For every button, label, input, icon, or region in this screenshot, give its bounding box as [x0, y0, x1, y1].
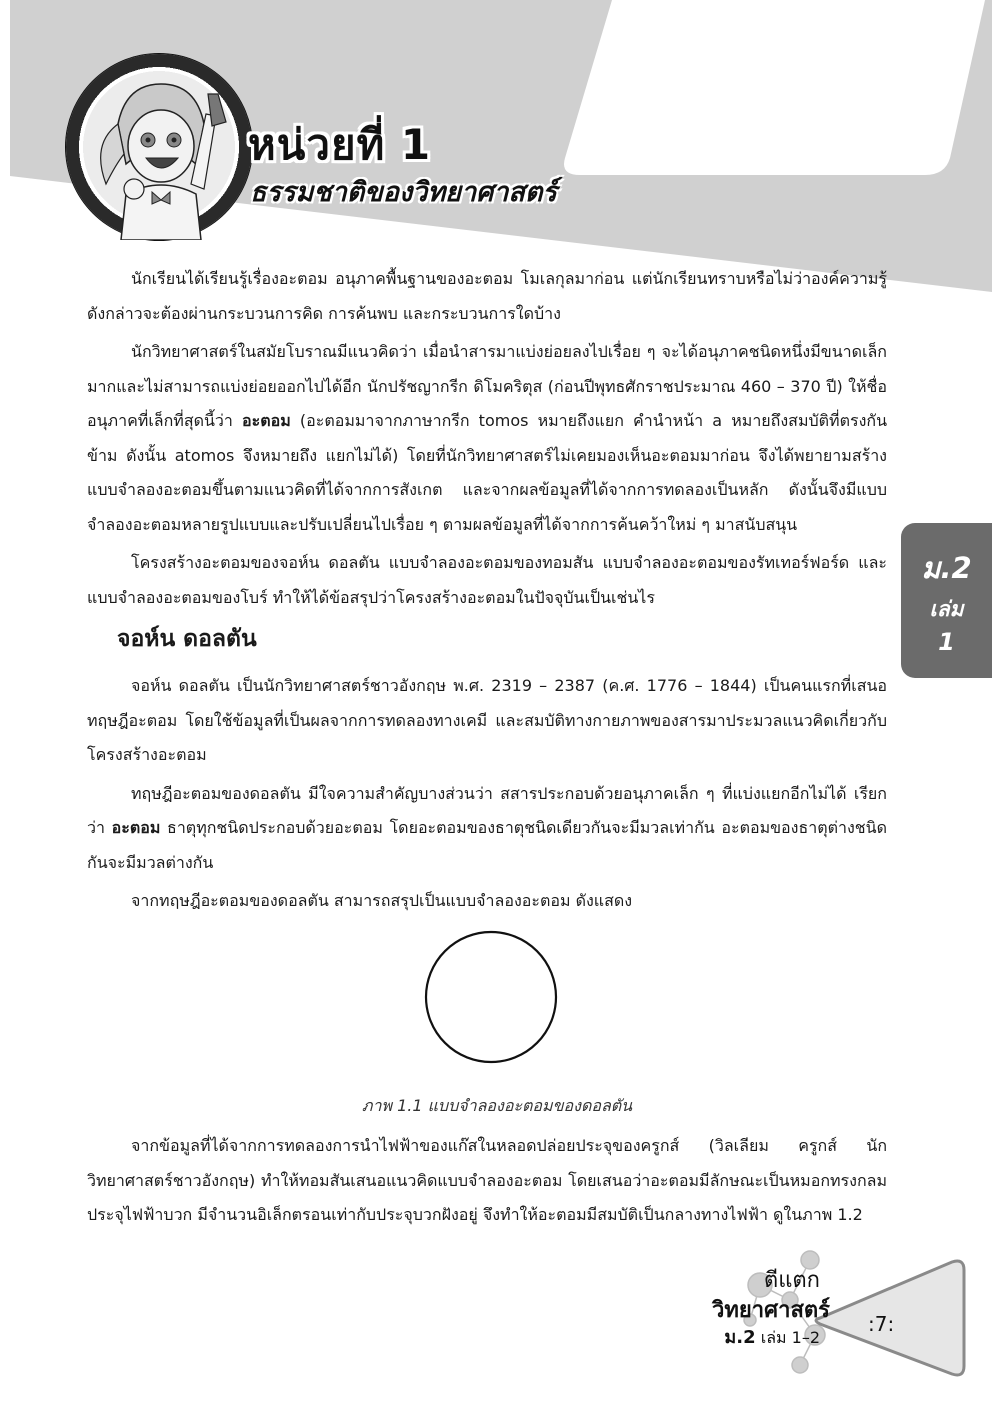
brand-top-text: ตีแตก: [763, 1268, 820, 1293]
models-paragraph: โครงสร้างอะตอมของจอห์น ดอลตัน แบบจำลองอะตอมของทอมสัน แบบจำลองอะตอมของรัทเทอร์ฟอร์ด และแบบจำลองอะตอมของโบร์ ทำให้ได้ข้อสรุปว่าโครงสร้างอะตอมในปัจจุบันเป็นเช่นไร: [87, 553, 887, 607]
dalton-atom-figure: [87, 923, 887, 1089]
figure-caption: ภาพ 1.1 แบบจำลองอะตอมของดอลตัน: [361, 1095, 633, 1115]
cartoon-girl-icon: [66, 54, 252, 240]
page-content: [87, 262, 887, 1237]
unit-subtitle: ธรรมชาติของวิทยาศาสตร์: [250, 177, 557, 208]
volume-label: เล่ม: [929, 597, 964, 621]
footer-branding: [640, 1240, 980, 1390]
brand-main-text: วิทยาศาสตร์: [712, 1298, 830, 1323]
scientist-girl-illustration: [66, 54, 252, 240]
dalton-bio-paragraph: จอห์น ดอลตัน เป็นนักวิทยาศาสตร์ชาวอังกฤษ พ.ศ. 2319 – 2387 (ค.ศ. 1776 – 1844) เป็นคนแรกที่เสนอทฤษฎีอะตอม โดยใช้ข้อมูลที่เป็นผลจากการทดลองทางเคมี และสมบัติทางกายภาพของสารมาประมวลแนวคิดเกี่ยวกับโครงสร้างอะตอม: [87, 676, 887, 764]
unit-title: หน่วยที่ 1: [248, 120, 432, 169]
section-heading-dalton: จอห์น ดอลตัน: [117, 626, 257, 652]
grade-volume-tab: [901, 523, 992, 678]
keyword-atom: อะตอม: [111, 818, 161, 837]
summary-paragraph: จากทฤษฎีอะตอมของดอลตัน สามารถสรุปเป็นแบบจำลองอะตอม ดังแสดง: [131, 891, 633, 910]
thomson-paragraph: จากข้อมูลที่ได้จากการทดลองการนำไฟฟ้าของแก๊สในหลอดปล่อยประจุของครูกส์ (วิลเลียม ครูกส์ นักวิทยาศาสตร์ชาวอังกฤษ) ทำให้ทอมสันเสนอแนวคิดแบบจำลองอะตอม โดยเสนอว่าอะตอมมีลักษณะเป็นหมอกทรงกลมประจุไฟฟ้าบวก มีจำนวนอิเล็กตรอนเท่ากับประจุบวกฝังอยู่ จึงทำให้อะตอมมีสมบัติเป็นกลางทางไฟฟ้า ดูในภาพ 1.2: [87, 1136, 887, 1224]
dalton-theory-paragraph: ทฤษฎีอะตอมของดอลตัน มีใจความสำคัญบางส่วนว่า สสารประกอบด้วยอนุภาคเล็ก ๆ ที่แบ่งแยกอีกไม่ได้ เรียกว่า อะตอม ธาตุทุกชนิดประกอบด้วยอะตอม โดยอะตอมของธาตุชนิดเดียวกันจะมีมวลเท่ากัน อะตอมของธาตุต่างชนิดกันจะมีมวลต่างกัน: [87, 783, 887, 872]
intro-paragraph: นักเรียนได้เรียนรู้เรื่องอะตอม อนุภาคพื้นฐานของอะตอม โมเลกุลมาก่อน แต่นักเรียนทราบหรือไม่ว่าองค์ความรู้ดังกล่าวจะต้องผ่านกระบวนการคิด การค้นพบ และกระบวนการใดบ้าง: [87, 269, 887, 323]
volume-number: 1: [938, 628, 955, 656]
solid-sphere-icon: [423, 929, 559, 1065]
page-number: :7:: [868, 1312, 895, 1336]
ancient-atom-paragraph: นักวิทยาศาสตร์ในสมัยโบราณมีแนวคิดว่า เมื่อนำสารมาแบ่งย่อยลงไปเรื่อย ๆ จะได้อนุภาคชนิดหนึ่งมีขนาดเล็กมากและไม่สามารถแบ่งย่อยออกไปได้อีก นักปรัชญากรีก ดิโมคริตุส (ก่อนปีพุทธศักราชประมาณ 460 – 370 ปี) ให้ชื่ออนุภาคที่เล็กที่สุดนี้ว่า อะตอม (อะตอมมาจากภาษากรีก tomos หมายถึงแยก คำนำหน้า a หมายถึงสมบัติที่ตรงกันข้าม ดังนั้น atomos จึงหมายถึง แยกไม่ได้) โดยที่นักวิทยาศาสตร์ไม่เคยมองเห็นอะตอมมาก่อน จึงได้พยายามสร้างแบบจำลองอะตอมขึ้นตามแนวคิดที่ได้จากการสังเกต และจากผลข้อมูลที่ได้จากการทดลองเป็นหลัก ดังนั้นจึงมีแบบจำลองอะตอมหลายรูปแบบและปรับเปลี่ยนไปเรื่อย ๆ ตามผลข้อมูลที่ได้จากการค้นคว้าใหม่ ๆ มาสนับสนุน: [87, 342, 888, 534]
keyword-atom: อะตอม: [242, 411, 291, 430]
grade-label: ม.2: [921, 551, 972, 585]
brand-sub-text: ม.2 เล่ม 1–2: [724, 1327, 820, 1348]
